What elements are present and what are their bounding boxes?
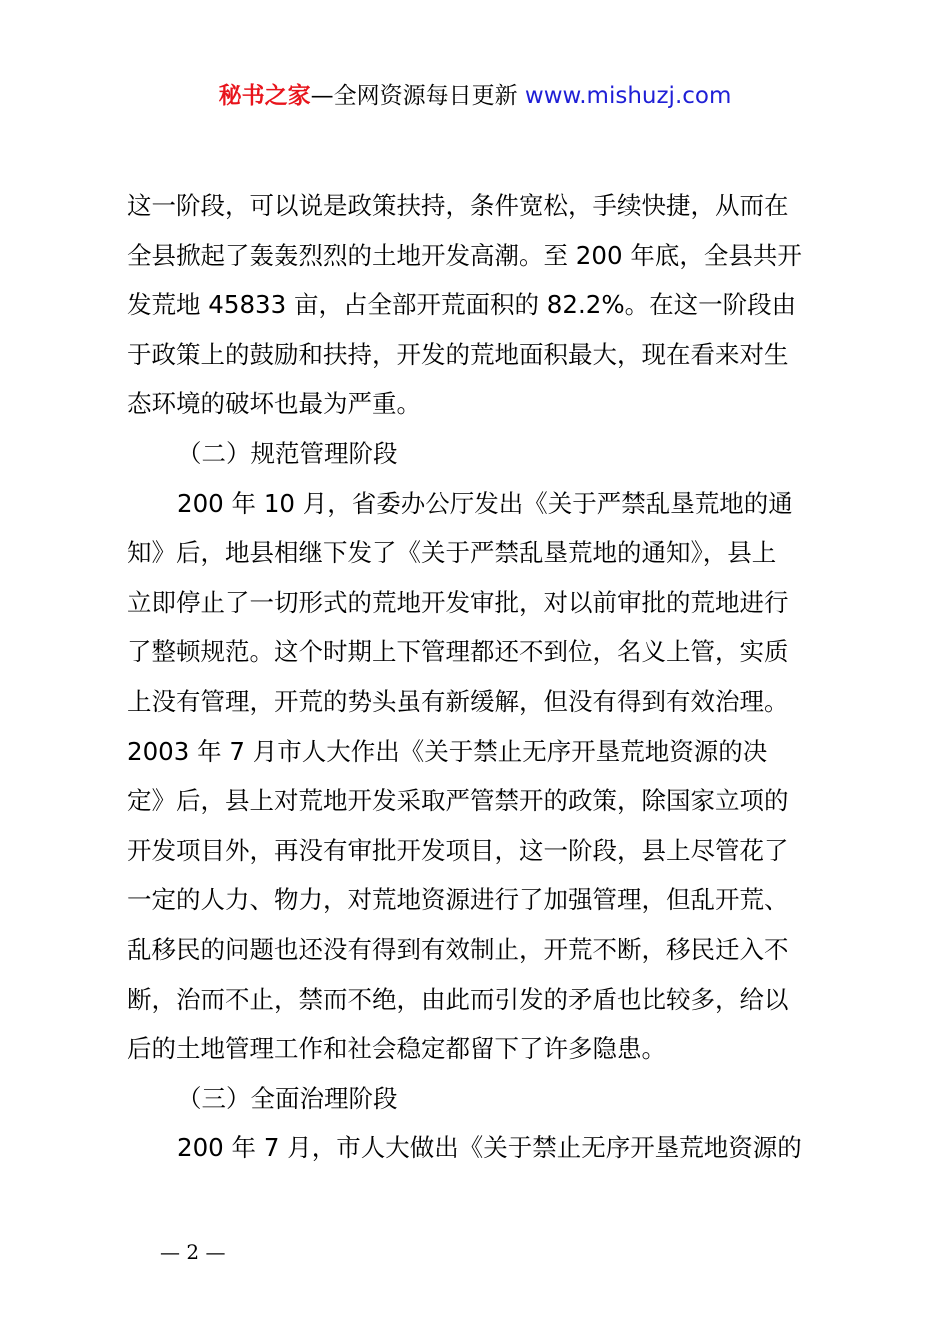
document-body — [127, 181, 833, 1173]
text-line: 这一阶段，可以说是政策扶持，条件宽松，手续快捷，从而在 — [127, 191, 789, 220]
text-line: 定》后，县上对荒地开发采取严管禁开的政策，除国家立项的 — [127, 786, 789, 816]
text-line: 态环境的破坏也最为严重。 — [127, 389, 421, 419]
section-heading: （三）全面治理阶段 — [177, 1083, 398, 1113]
text-line: 乱移民的问题也还没有得到有效制止，开荒不断，移民迁入不 — [127, 934, 789, 964]
text-line: 发荒地 45833 亩，占全部开荒面积的 82.2%。在这一阶段由 — [127, 290, 797, 320]
page-number: — 2 — — [160, 1240, 226, 1264]
text-line: 2003 年 7 月市人大作出《关于禁止无序开垦荒地资源的决 — [127, 736, 768, 766]
text-line: 200 年 7 月，市人大做出《关于禁止无序开垦荒地资源的 — [177, 1133, 802, 1163]
text-line: 上没有管理，开荒的势头虽有新缓解，但没有得到有效治理。 — [127, 686, 789, 716]
section-heading: （二）规范管理阶段 — [177, 438, 398, 468]
text-line: 200 年 10 月，省委办公厅发出《关于严禁乱垦荒地的通 — [177, 488, 793, 518]
brand-name: 秘书之家 — [218, 83, 311, 109]
text-line: 一定的人力、物力，对荒地资源进行了加强管理，但乱开荒、 — [127, 885, 789, 915]
text-line: 全县掀起了轰轰烈烈的土地开发高潮。至 200 年底，全县共开 — [127, 240, 802, 270]
site-url-link[interactable]: www.mishuzj.com — [524, 83, 732, 109]
text-line: 了整顿规范。这个时期上下管理都还不到位，名义上管，实质 — [127, 637, 789, 667]
text-line: 开发项目外，再没有审批开发项目，这一阶段，县上尽管花了 — [127, 835, 789, 865]
text-line: 知》后，地县相继下发了《关于严禁乱垦荒地的通知》，县上 — [127, 538, 777, 568]
text-line: 立即停止了一切形式的荒地开发审批，对以前审批的荒地进行 — [127, 587, 789, 617]
text-line: 断，治而不止，禁而不绝，由此而引发的矛盾也比较多，给以 — [127, 984, 789, 1014]
site-header — [0, 80, 950, 112]
header-slogan: —全网资源每日更新 — [310, 83, 518, 109]
text-line: 后的土地管理工作和社会稳定都留下了许多隐患。 — [127, 1034, 666, 1064]
text-line: 于政策上的鼓励和扶持，开发的荒地面积最大，现在看来对生 — [127, 339, 789, 369]
